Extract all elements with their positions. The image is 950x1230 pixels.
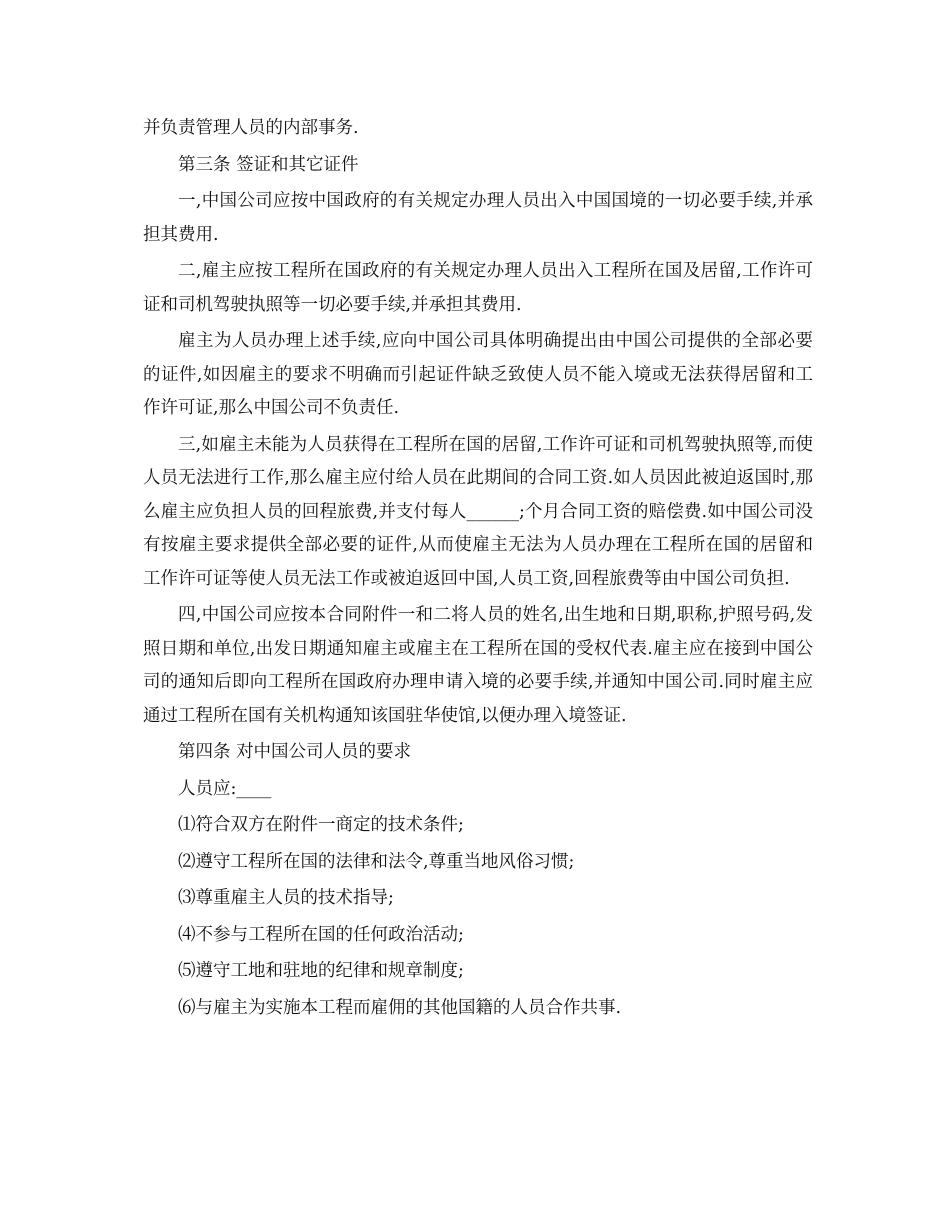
- requirement-item-2: ⑵遵守工程所在国的法律和法令,尊重当地风俗习惯;: [178, 851, 575, 872]
- paragraph-item-3: 三,如雇主未能为人员获得在工程所在国的居留,工作许可证和司机驾驶执照等,而使人员无法进行工作,那么雇主应付给人员在此期间的合同工资.如人员因此被迫返国时,那么雇主应负担人员的回程旅费,并支付每人______;个月合同工资的赔偿费.如中国公司没有按雇主要求提供全部必要的证件,从而使雇主无法为人员办理在工程所在国的居留和工作许可证等使人员无法工作或被迫返回中国,人员工资,回程旅费等由中国公司负担.: [143, 434, 813, 589]
- personnel-requirements-intro: 人员应:____: [178, 778, 272, 799]
- paragraph-item-1: 一,中国公司应按中国政府的有关规定办理人员出入中国国境的一切必要手续,并承担其费用.: [143, 191, 813, 245]
- requirement-item-1: ⑴符合双方在附件一商定的技术条件;: [178, 815, 464, 835]
- paragraph-continuation: 并负责管理人员的内部事务.: [143, 118, 359, 138]
- article-3-heading: 第三条 签证和其它证件: [178, 154, 359, 175]
- article-4-heading: 第四条 对中国公司人员的要求: [178, 742, 412, 762]
- requirement-item-4: ⑷不参与工程所在国的任何政治活动;: [178, 924, 464, 945]
- requirement-item-5: ⑸遵守工地和驻地的纪律和规章制度;: [178, 961, 464, 981]
- paragraph-employer-procedures: 雇主为人员办理上述手续,应向中国公司具体明确提出由中国公司提供的全部必要的证件,如因雇主的要求不明确而引起证件缺乏致使人员不能入境或无法获得居留和工作许可证,那么中国公司不负责任.: [143, 331, 813, 418]
- document-body: [143, 112, 813, 1025]
- requirement-item-6: ⑹与雇主为实施本工程而雇佣的其他国籍的人员合作共事.: [178, 997, 622, 1018]
- paragraph-item-4: 四,中国公司应按本合同附件一和二将人员的姓名,出生地和日期,职称,护照号码,发照日期和单位,出发日期通知雇主或雇主在工程所在国的受权代表.雇主应在接到中国公司的通知后即向工程所在国政府办理申请入境的必要手续,并通知中国公司.同时雇主应通过工程所在国有关机构通知该国驻华使馆,以便办理入境签证.: [143, 605, 813, 726]
- requirement-item-3: ⑶尊重雇主人员的技术指导;: [178, 888, 394, 908]
- paragraph-item-2: 二,雇主应按工程所在国政府的有关规定办理人员出入工程所在国及居留,工作许可证和司机驾驶执照等一切必要手续,并承担其费用.: [143, 261, 813, 315]
